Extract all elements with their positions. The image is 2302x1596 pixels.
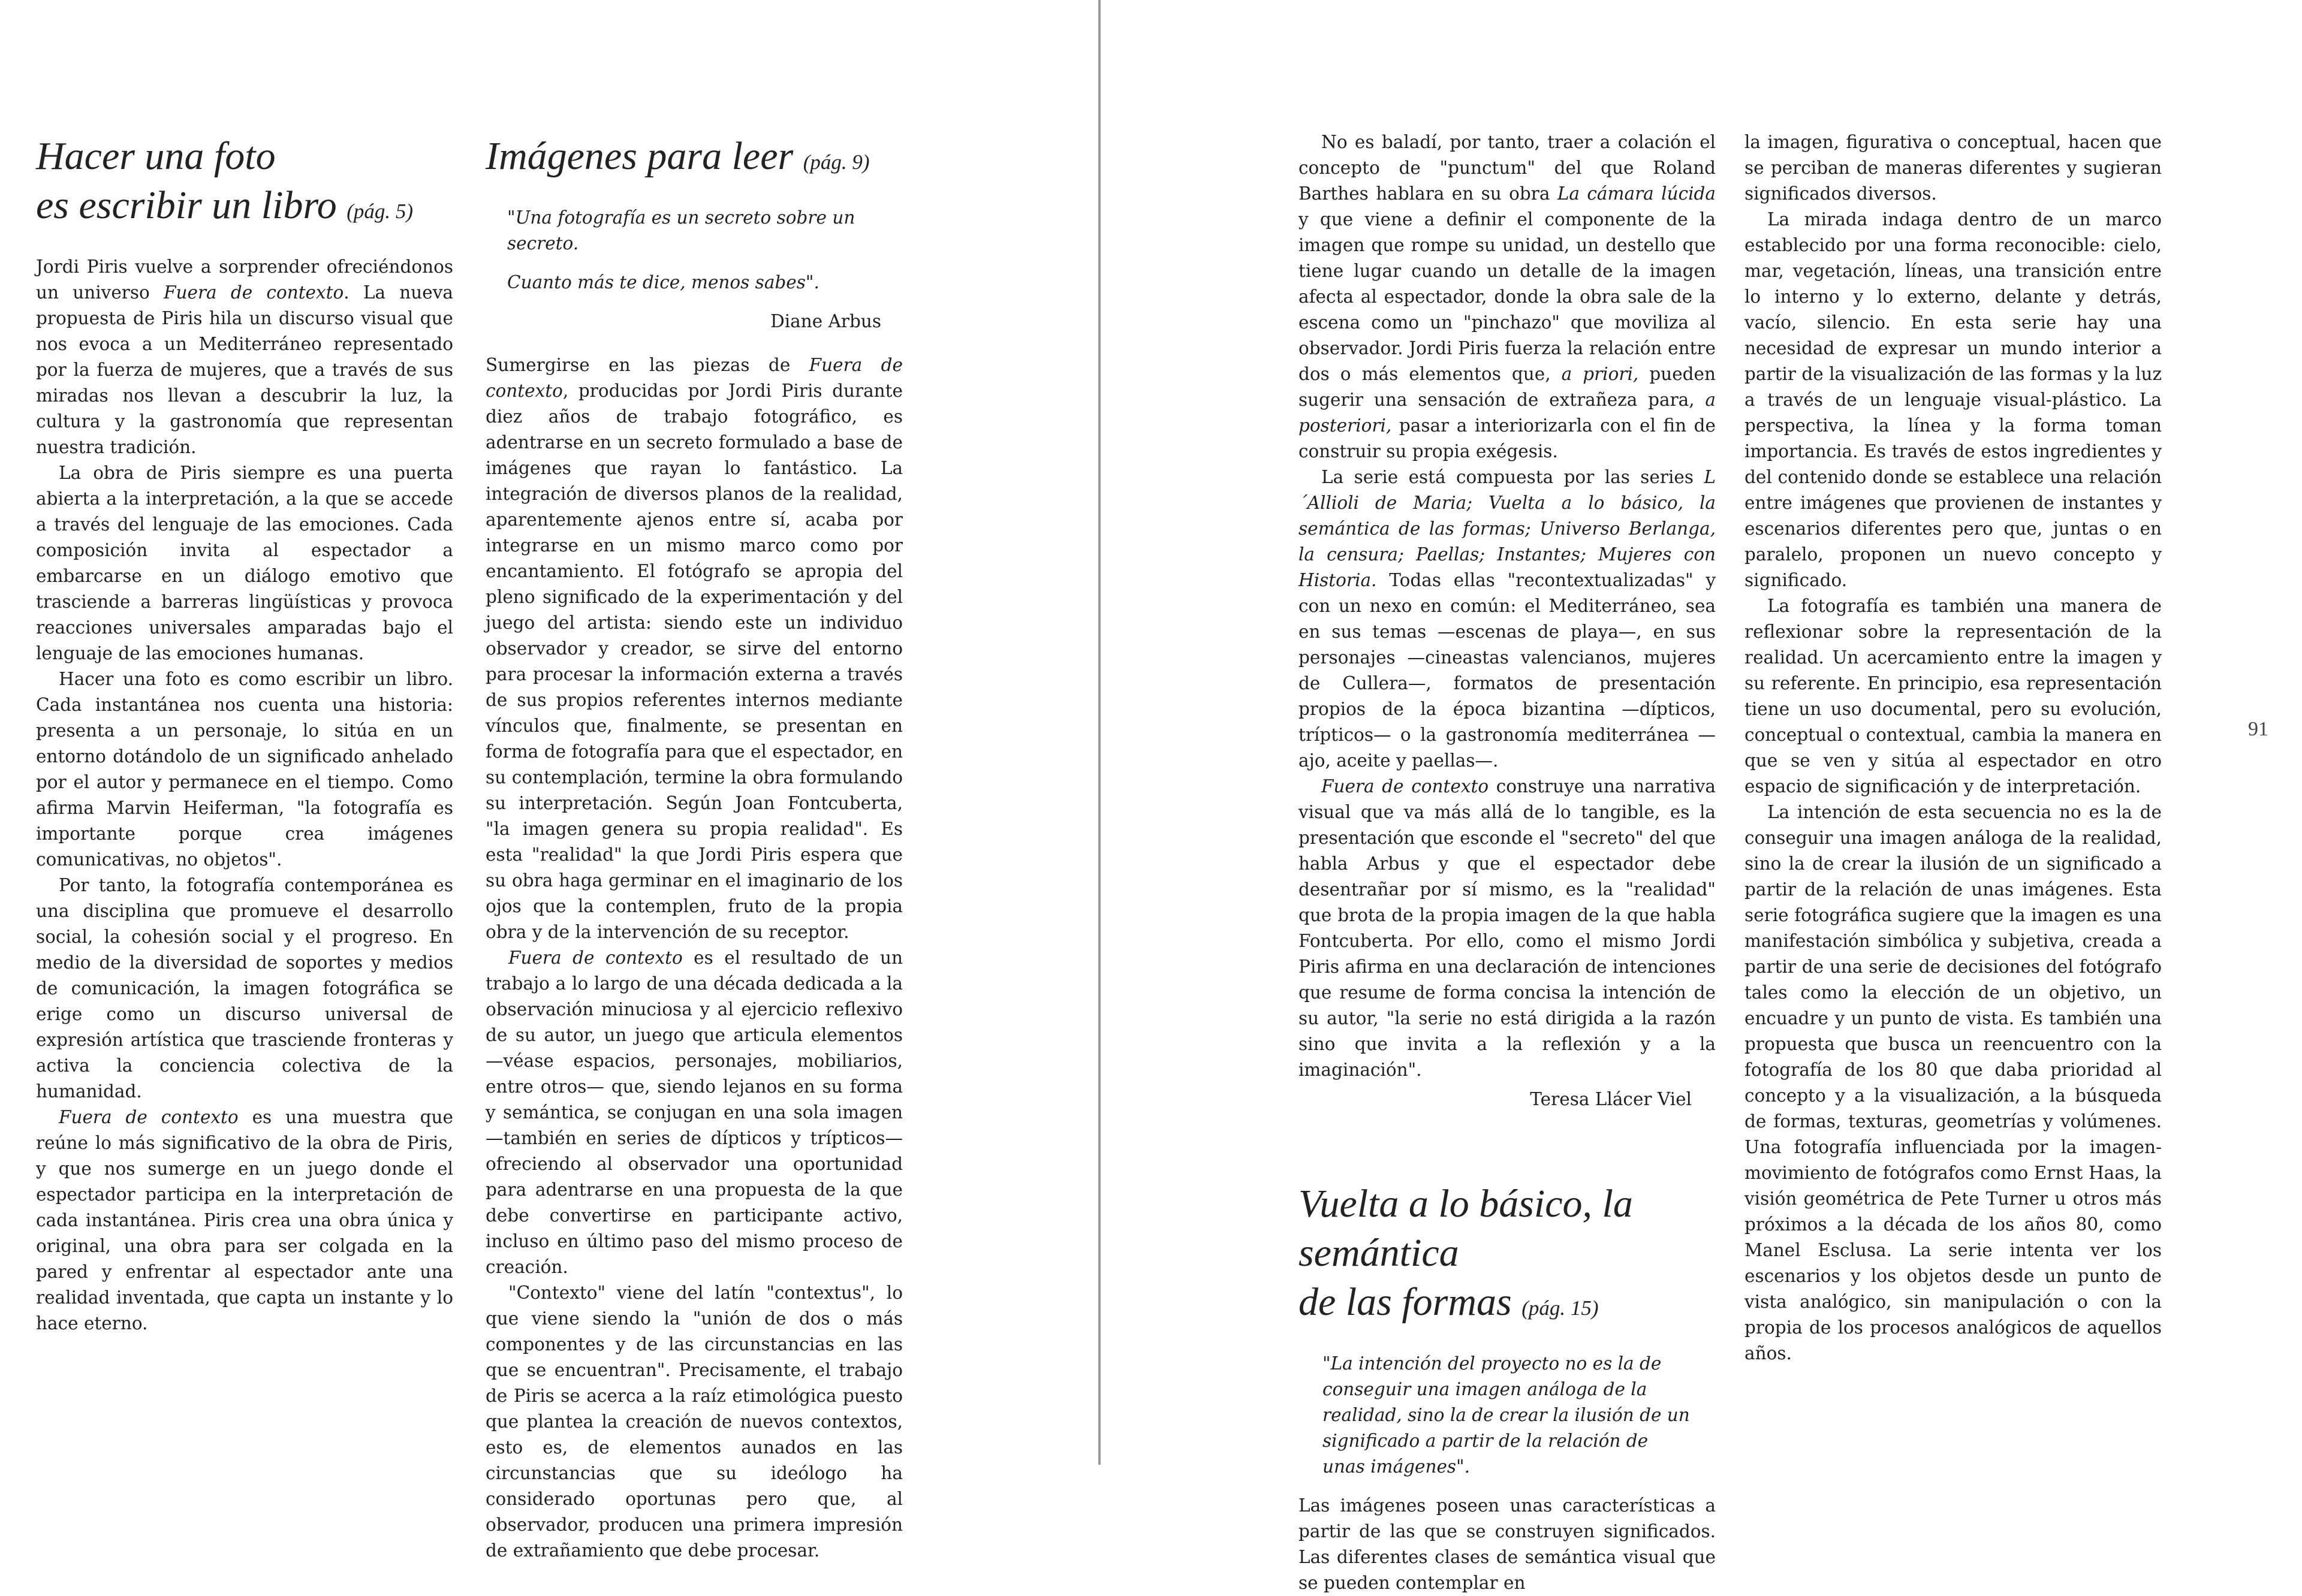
- article-author: Teresa Llácer Viel: [1530, 1089, 1692, 1109]
- title-line-2: de las formas: [1298, 1280, 1512, 1324]
- paragraph: Jordi Piris vuelve a sorprender ofreciéndonos un universo Fuera de contexto. La nueva propuesta de Piris hila un discurso visual que nos evoca a un Mediterráneo representado por la fuerza de mujeres, que a través de sus miradas nos llevan a descubrir la luz, la cultura y la gastronomía que representan nuestra tradición.: [36, 257, 453, 457]
- paragraph: Las imágenes poseen unas características a partir de las que se construyen significados. Las diferentes clases de semántica visual que se pueden contemplar en: [1298, 1495, 1716, 1593]
- section-title-hacer-una-foto: [36, 132, 453, 236]
- paragraph: Fuera de contexto construye una narrativa visual que va más allá de lo tangible, es la presentación que esconde el "secreto" del que habla Arbus y que el espectador debe desentrañar por sí mismo, es la "realidad" que brota de la propia imagen de la que habla Fontcuberta. Por ello, como el mismo Jordi Piris afirma en una declaración de intenciones que resume de forma concisa la intención de su autor, "la serie no está dirigida a la razón sino que invita a la reflexión y a la imaginación".: [1298, 776, 1716, 1080]
- paragraph: Sumergirse en las piezas de Fuera de contexto, producidas por Jordi Piris durante diez años de trabajo fotográfico, es adentrarse en un secreto formulado a base de imágenes que rayan lo fantástico. La integración de diversos planos de la realidad, aparentemente ajenos entre sí, acaba por integrarse en un mismo marco como por encantamiento. El fotógrafo se apropia del pleno significado de la experimentación y del juego del artista: siendo este un individuo observador y creador, se sirve del entorno para procesar la información externa a través de sus propios referentes internos mediante vínculos que, finalmente, se presentan en forma de fotografía para que el espectador, en su contemplación, termine la obra formulando su interpretación. Según Joan Fontcuberta, "la imagen genera su propia realidad". Es esta "realidad" la que Jordi Piris espera que su obra haga germinar en el imaginario de los ojos que la contemplen, fruto de la propia obra y de la intervención de su receptor.: [486, 355, 903, 942]
- left-column-2: [486, 132, 903, 1564]
- quote-line: "Una fotografía es un secreto sobre un secreto.: [507, 207, 855, 254]
- paragraph: La serie está compuesta por las series L´Allioli de Maria; Vuelta a lo básico, la semántica de las formas; Universo Berlanga, la censura; Paellas; Instantes; Mujeres con Historia. Todas ellas "recontextualizadas" y con un nexo en común: el Mediterráneo, sea en sus temas —escenas de playa—, en sus personajes —cineastas valencianos, mujeres de Cullera—, formatos de presentación propios de la época bizantina —dípticos, trípticos— o la gastronomía mediterránea —ajo, aceite y paellas—.: [1298, 467, 1716, 771]
- paragraph: La obra de Piris siempre es una puerta abierta a la interpretación, a la que se accede a través del lenguaje de las emociones. Cada composición invita al espectador a embarcarse en un diálogo emotivo que trasciende a barreras lingüísticas y provoca reacciones universales amparadas bajo el lenguaje de las emociones humanas.: [36, 463, 453, 663]
- right-column-1: [1298, 129, 1716, 1596]
- epigraph: [1322, 1351, 1692, 1480]
- title-line-1: Vuelta a lo básico, la semántica: [1298, 1182, 1633, 1275]
- title-line-1: Hacer una foto: [36, 134, 276, 178]
- paragraph: La fotografía es también una manera de reflexionar sobre la representación de la realidad. Un acercamiento entre la imagen y su referente. En principio, esa representación tiene un uso documental, pero su evolución, conceptual o contextual, cambia la manera en que se ven y sitúa al espectador en otro espacio de significación y de interpretación.: [1744, 596, 2162, 797]
- right-page: [1101, 0, 2302, 1593]
- page-number: 91: [2248, 718, 2268, 740]
- section-title-imagenes-para-leer: [486, 132, 903, 187]
- paragraph: la imagen, figurativa o conceptual, hacen que se perciban de maneras diferentes y sugieran significados diversos.: [1744, 132, 2162, 204]
- paragraph: "Contexto" viene del latín "contextus", lo que viene siendo la "unión de dos o más componentes y de las circunstancias en las que se encuentran". Precisamente, el trabajo de Piris se acerca a la raíz etimológica puesto que plantea la creación de nuevos contextos, esto es, de elementos aunados en las circunstancias que su ideólogo ha considerado oportunas pero que, al observador, producen una primera impresión de extrañamiento que debe procesar.: [486, 1283, 903, 1561]
- paragraph: Fuera de contexto es una muestra que reúne lo más significativo de la obra de Piris, y que nos sumerge en un juego donde el espectador participa en la interpretación de cada instantánea. Piris crea una obra única y original, una obra para ser colgada en la pared y enfrentar al espectador ante una realidad inventada, que capta un instante y lo hace eterno.: [36, 1107, 453, 1333]
- paragraph: Por tanto, la fotografía contemporánea es una disciplina que promueve el desarrollo social, la cohesión social y el progreso. En medio de la diversidad de soportes y medios de comunicación, la imagen fotográfica se erige como un discurso universal de expresión artística que trasciende fronteras y activa la conciencia colectiva de la humanidad.: [36, 875, 453, 1102]
- page-reference: (pág. 5): [346, 200, 414, 223]
- quote-author: Diane Arbus: [770, 311, 881, 331]
- paragraph: Fuera de contexto es el resultado de un trabajo a lo largo de una década dedicada a la observación minuciosa y al ejercicio reflexivo de su autor, un juego que articula elementos —véase espacios, personajes, mobiliarios, entre otros— que, siendo lejanos en su forma y semántica, se conjugan en una sola imagen —también en series de dípticos y trípticos— ofreciendo al observador una oportunidad para adentrarse en una propuesta de la que debe convertirse en participante activo, incluso en último paso del mismo proceso de creación.: [486, 948, 903, 1277]
- paragraph: Hacer una foto es como escribir un libro. Cada instantánea nos cuenta una historia: presenta a un personaje, lo sitúa en un entorno dotándolo de un significado anhelado por el autor y permanece en el tiempo. Como afirma Marvin Heiferman, "la fotografía es importante porque crea imágenes comunicativas, no objetos".: [36, 669, 453, 870]
- left-column-1: [36, 132, 453, 1336]
- page-reference: (pág. 9): [803, 150, 870, 174]
- page-reference: (pág. 15): [1521, 1296, 1599, 1320]
- paragraph: La intención de esta secuencia no es la de conseguir una imagen análoga de la realidad, sino la de crear la ilusión de un significado a partir de la relación de unas imágenes. Esta serie fotográfica sugiere que la imagen es una manifestación simbólica y subjetiva, creada a partir de una serie de decisiones del fotógrafo tales como la elección de un objetivo, un encuadre y un punto de vista. Es también una propuesta que busca un reencuentro con la fotografía de los 80 que daba prioridad al concepto y a la visualización, a la búsqueda de formas, texturas, geometrías y volúmenes. Una fotografía influenciada por la imagen-movimiento de fotógrafos como Ernst Haas, la visión geométrica de Pete Turner u otros más próximos a la década de los años 80, como Manel Esclusa. La serie intenta ver los escenarios y los objetos desde un punto de vista analógico, sin manipulación o con la propia de los procesos analógicos de aquellos años.: [1744, 802, 2162, 1363]
- left-page: [0, 0, 1098, 1561]
- right-column-2: [1744, 129, 2162, 1366]
- quote-text: "La intención del proyecto no es la de conseguir una imagen análoga de la realidad, sino la de crear la ilusión de un significado a partir de la relación de unas imágenes".: [1322, 1353, 1690, 1477]
- epigraph: [507, 205, 903, 334]
- title-line-2: es escribir un libro: [36, 183, 337, 227]
- paragraph: La mirada indaga dentro de un marco establecido por una forma reconocible: cielo, mar, vegetación, líneas, una transición entre lo interno y lo externo, delante y detrás, vacío, silencio. En esta serie hay una necesidad de expresar un mundo interior a partir de la visualización de las formas y la luz a través de un lenguaje visual-plástico. La perspectiva, la línea y la forma toman importancia. Es través de estos ingredientes y del contenido donde se establece una relación entre imágenes que provienen de instantes y escenarios diferentes pero que, juntas o en paralelo, proponen un nuevo concepto y significado.: [1744, 209, 2162, 590]
- paragraph: No es baladí, por tanto, traer a colación el concepto de "punctum" del que Roland Barthes hablara en su obra La cámara lúcida y que viene a definir el componente de la imagen que rompe su unidad, un destello que tiene lugar cuando un detalle de la imagen afecta al espectador, donde la obra sale de la escena como un "pinchazo" que moviliza al observador. Jordi Piris fuerza la relación entre dos o más elementos que, a priori, pueden sugerir una sensación de extrañeza para, a posteriori, pasar a interiorizarla con el fin de construir su propia exégesis.: [1298, 132, 1716, 461]
- section-title-vuelta-a-lo-basico: [1298, 1179, 1716, 1333]
- title-text: Imágenes para leer: [486, 134, 794, 178]
- quote-line: Cuanto más te dice, menos sabes".: [507, 272, 819, 292]
